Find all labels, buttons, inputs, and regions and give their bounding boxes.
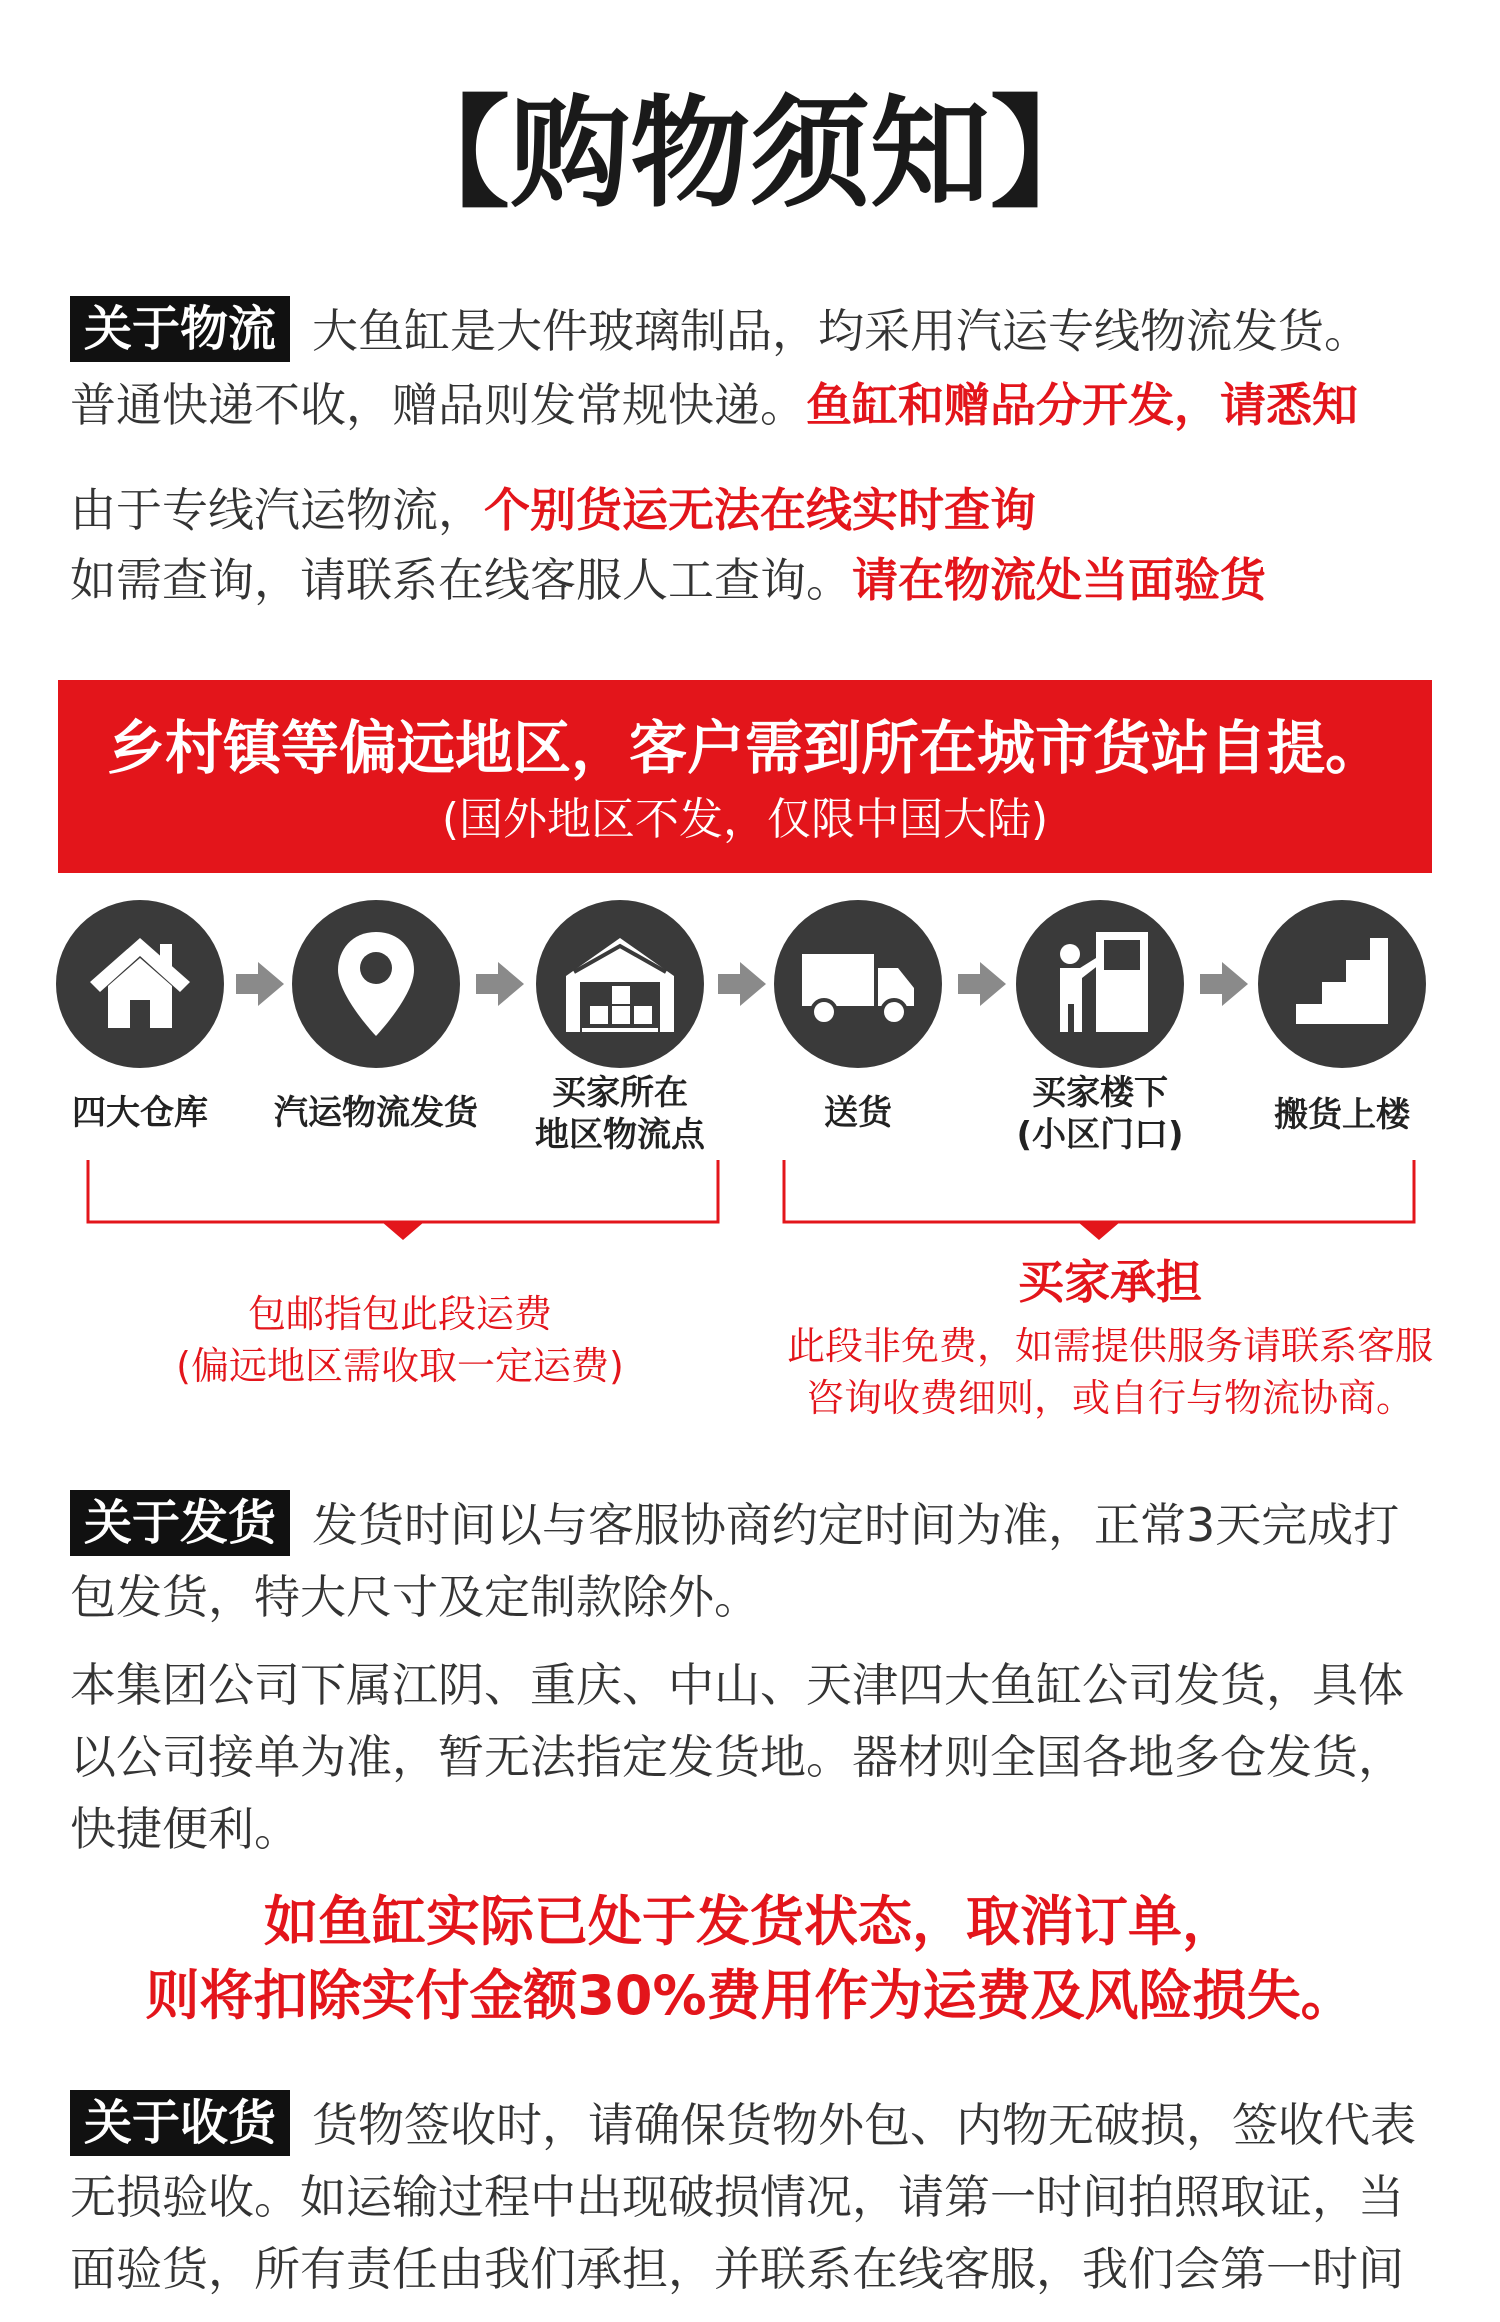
buyer-pays-title: 买家承担 (1018, 1255, 1202, 1309)
step-label-5b: (小区门口) (1016, 1115, 1184, 1155)
cancel-warning-line-2: 则将扣除实付金额30%费用作为运费及风险损失。 (145, 1964, 1355, 2027)
truck-icon (774, 900, 942, 1068)
shipping-line-2: 包发货，特大尺寸及定制款除外。 (70, 1570, 760, 1624)
step-label-5a: 买家楼下 (1032, 1073, 1168, 1113)
warehouse-icon (536, 900, 704, 1068)
free-shipping-note-line-1: 包邮指包此段运费 (247, 1292, 552, 1336)
step-label-4: 送货 (824, 1093, 892, 1133)
shipping-text-1: 发货时间以与客服协商约定时间为准，正常3天完成打 (312, 1498, 1400, 1552)
cost-brackets (0, 1160, 1500, 1240)
arrow-right-icon (716, 958, 768, 1010)
receiving-line-2: 无损验收。如运输过程中出现破损情况，请第一时间拍照取证，当 (70, 2170, 1404, 2224)
cancel-warning (0, 1885, 1500, 2033)
logistics-tag: 关于物流 (70, 296, 290, 362)
receiving-text-1: 货物签收时，请确保货物外包、内物无破损，签收代表 (312, 2098, 1417, 2152)
logistics-text-3: 由于专线汽运物流， (70, 483, 484, 537)
logistics-text-2: 普通快递不收，赠品则发常规快递。 (70, 378, 806, 432)
step-label-6: 搬货上楼 (1274, 1095, 1410, 1135)
shipping-tag: 关于发货 (70, 1490, 290, 1556)
logistics-line-3 (70, 475, 1450, 546)
free-shipping-note-line-2: (偏远地区需收取一定运费) (176, 1344, 624, 1388)
logistics-highlight-3: 个别货运无法在线实时查询 (484, 483, 1036, 537)
shipping-line-3: 本集团公司下属江阴、重庆、中山、天津四大鱼缸公司发货，具体 (70, 1658, 1404, 1712)
free-shipping-note (100, 1288, 700, 1392)
stairs-icon (1258, 900, 1426, 1068)
door-person-icon (1016, 900, 1184, 1068)
logistics-line-2 (70, 370, 1450, 441)
arrow-right-icon (474, 958, 526, 1010)
shipping-line-5: 快捷便利。 (70, 1802, 300, 1856)
step-label-2: 汽运物流发货 (274, 1093, 478, 1133)
house-icon (56, 900, 224, 1068)
delivery-flow (0, 900, 1500, 1180)
location-pin-icon (292, 900, 460, 1068)
logistics-line-4 (70, 545, 1450, 616)
logistics-line-1 (70, 296, 1450, 367)
step-label-1: 四大仓库 (72, 1093, 208, 1133)
logistics-text-1: 大鱼缸是大件玻璃制品，均采用汽运专线物流发货。 (312, 304, 1371, 358)
logistics-highlight-2: 鱼缸和赠品分开发，请悉知 (806, 378, 1358, 432)
step-label-3a: 买家所在 (552, 1073, 688, 1113)
remote-area-banner (58, 680, 1432, 873)
arrow-right-icon (1198, 958, 1250, 1010)
receiving-line-3: 面验货，所有责任由我们承担，并联系在线客服，我们会第一时间 (70, 2242, 1404, 2296)
step-label-3b: 地区物流点 (535, 1115, 705, 1155)
arrow-right-icon (956, 958, 1008, 1010)
buyer-pays-note (740, 1320, 1480, 1424)
shipping-line-1 (70, 1490, 1450, 1561)
logistics-text-4: 如需查询，请联系在线客服人工查询。 (70, 553, 852, 607)
buyer-pays-note-line-2: 咨询收费细则，或自行与物流协商。 (805, 1376, 1414, 1420)
page-title: 【购物须知】 (390, 85, 1110, 224)
shipping-line-4: 以公司接单为准，暂无法指定发货地。器材则全国各地多仓发货， (70, 1730, 1404, 1784)
logistics-highlight-4: 请在物流处当面验货 (852, 553, 1266, 607)
receiving-line-1 (70, 2090, 1450, 2161)
arrow-right-icon (234, 958, 286, 1010)
banner-sub-text: (国外地区不发，仅限中国大陆) (441, 794, 1049, 845)
buyer-pays-note-line-1: 此段非免费，如需提供服务请联系客服 (786, 1324, 1433, 1368)
receiving-tag: 关于收货 (70, 2090, 290, 2156)
cancel-warning-line-1: 如鱼缸实际已处于发货状态，取消订单， (264, 1890, 1236, 1953)
banner-main-text: 乡村镇等偏远地区，客户需到所在城市货站自提。 (106, 714, 1383, 782)
